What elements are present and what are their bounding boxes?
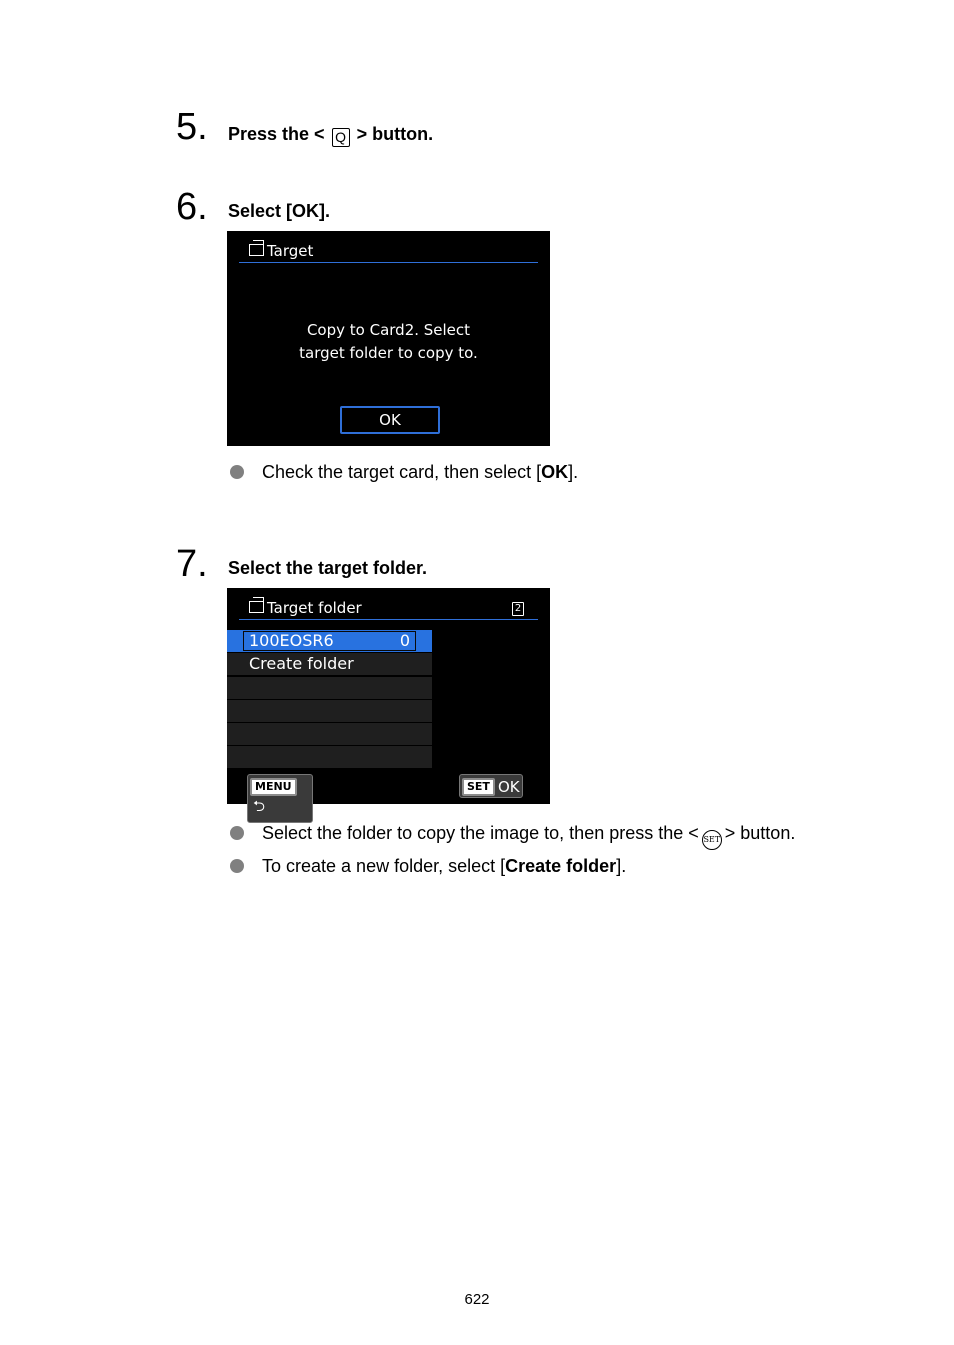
menu-back-button[interactable] (247, 774, 313, 815)
bullet-text: ]. (616, 856, 627, 876)
ok-button[interactable]: OK (340, 406, 440, 434)
menu-key: MENU (250, 778, 297, 796)
bullet-icon (230, 859, 244, 873)
list-item (230, 855, 626, 877)
screen-message: Copy to Card2. Select (306, 321, 471, 339)
create-folder-row[interactable] (227, 653, 432, 675)
bullet-bold: Create folder (505, 856, 617, 876)
title-divider (239, 619, 538, 620)
screen-title (249, 598, 362, 618)
bullet-text: ]. (568, 462, 579, 482)
set-key: SET (462, 778, 495, 796)
screen-title-text: Target folder (267, 599, 362, 617)
copy-icon (249, 601, 264, 613)
bullet-text: Check the target card, then select [ (262, 462, 542, 482)
bullet-icon (230, 465, 244, 479)
empty-row (227, 677, 432, 699)
folder-count: 0 (399, 631, 410, 650)
bullet-text: To create a new folder, select [ (262, 856, 506, 876)
set-ok-button[interactable] (459, 774, 529, 796)
step-number: 6. (176, 186, 208, 228)
bullet-icon (230, 826, 244, 840)
screen-title (249, 241, 313, 261)
step-number: 7. (176, 543, 208, 585)
card-icon: 2 (512, 602, 524, 616)
camera-screen-target (227, 231, 550, 446)
folder-name: 100EOSR6 (249, 631, 334, 650)
list-item (230, 461, 578, 483)
bullet-text: > button. (724, 823, 796, 843)
empty-row (227, 700, 432, 722)
bullet-text: Select the folder to copy the image to, then press the < (262, 823, 699, 843)
folder-name: Create folder (249, 654, 354, 674)
folder-list (227, 630, 432, 770)
step-title-text: Press the < (228, 124, 325, 144)
step-title: Select the target folder. (228, 558, 428, 578)
step-title-text: > button. (356, 124, 434, 144)
camera-screen-target-folder (227, 588, 550, 815)
folder-row-selected[interactable] (227, 630, 432, 652)
back-icon: ⮌ (253, 796, 266, 815)
set-button-icon: SET (702, 830, 722, 850)
empty-row (227, 746, 432, 768)
step-number: 5. (176, 106, 208, 148)
step-title: Select [OK]. (228, 201, 331, 221)
bullet-bold: OK (541, 462, 569, 482)
empty-row (227, 723, 432, 745)
set-ok-label: OK (497, 777, 520, 796)
step-title (228, 123, 433, 147)
copy-icon (249, 244, 264, 256)
page-number: 622 (464, 1291, 490, 1308)
screen-title-text: Target (267, 242, 314, 260)
title-divider (239, 262, 538, 263)
list-item (230, 822, 795, 850)
screen-message: target folder to copy to. (299, 344, 478, 362)
q-button-icon: Q (332, 128, 350, 147)
